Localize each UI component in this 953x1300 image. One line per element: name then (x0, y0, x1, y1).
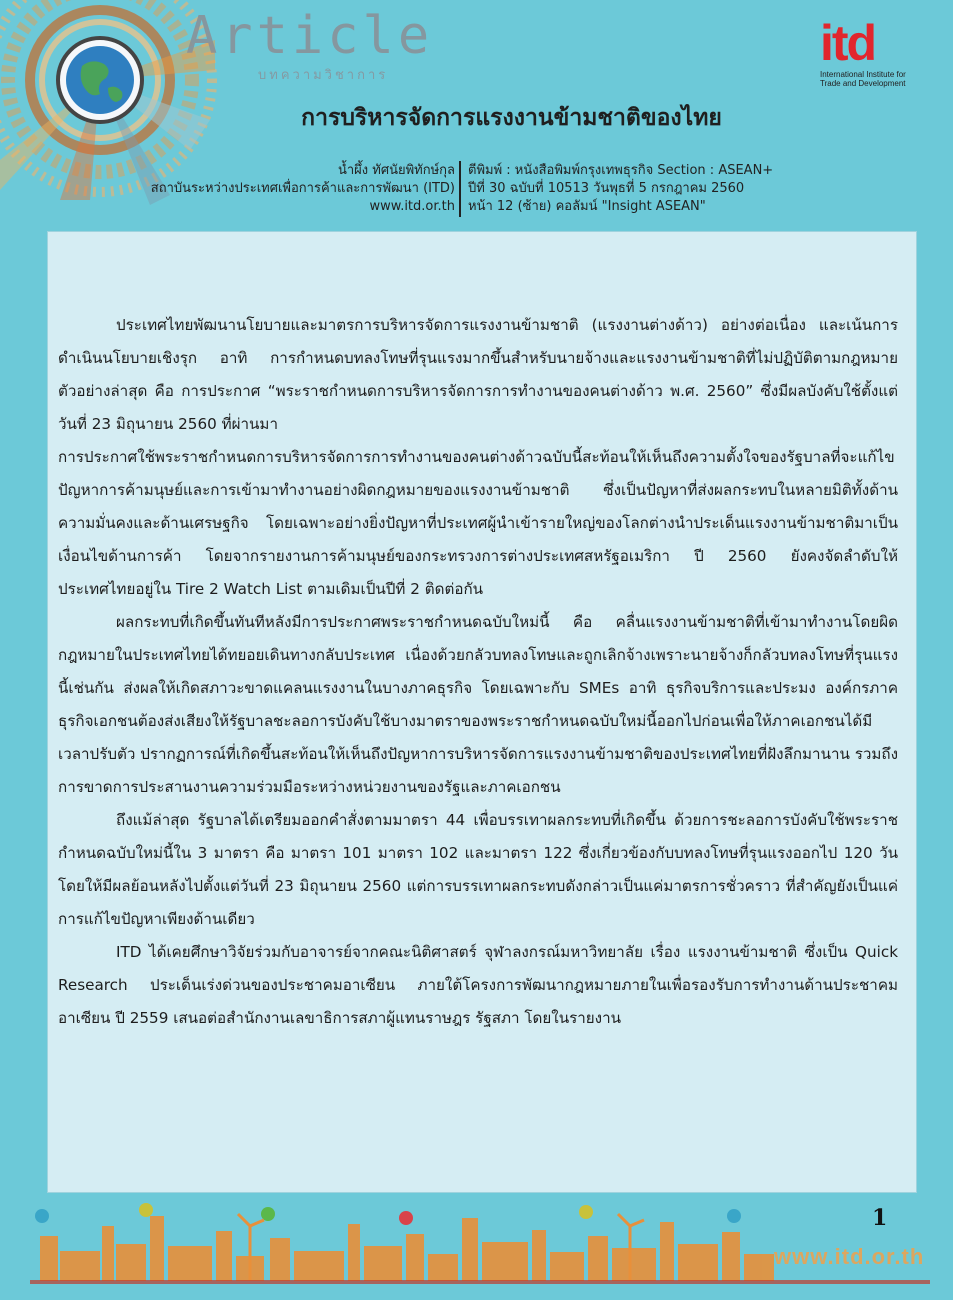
publication-line: ปีที่ 30 ฉบับที่ 10513 วันพุธที่ 5 กรกฎาคม 2560 (468, 181, 745, 196)
publication-line: หน้า 12 (ซ้าย) คอลัมน์ "Insight ASEAN" (468, 199, 706, 214)
footer-baseline (30, 1280, 930, 1284)
body-paragraph: ประเทศไทยพัฒนานโยบายและมาตรการบริหารจัดการแรงงานข้ามชาติ (แรงงานต่างด้าว) อย่างต่อเนื่อง และเน้นการดำเนินนโยบายเชิงรุก อาทิ การกำหนดบทลงโทษที่รุนแรงมากขึ้นสำหรับนายจ้างและแรงงานข้ามชาติที่ไม่ปฏิบัติตามกฎหมาย ตัวอย่างล่าสุด คือ การประกาศ “พระราชกำหนดการบริหารจัดการการทำงานของคนต่างด้าว พ.ศ. 2560” ซึ่งมีผลบังคับใช้ตั้งแต่วันที่ 23 มิถุนายน 2560 ที่ผ่านมา (58, 316, 898, 433)
section-heading-thai: บทความวิชาการ (258, 68, 389, 83)
author-name: น้ำผึ้ง ทัศนัยพิทักษ์กุล (337, 163, 455, 178)
publication-line: ตีพิมพ์ : หนังสือพิมพ์กรุงเทพธุรกิจ Section : ASEAN+ (468, 163, 774, 178)
body-paragraph: ถึงแม้ล่าสุด รัฐบาลได้เตรียมออกคำสั่งตามมาตรา 44 เพื่อบรรเทาผลกระทบที่เกิดขึ้น ด้วยการชะลอการบังคับใช้พระราชกำหนดฉบับใหม่นี้ใน 3 มาตรา คือ มาตรา 101 มาตรา 102 และมาตรา 122 ซึ่งเกี่ยวข้องกับบทลงโทษที่รุนแรงออกไป 120 วัน โดยให้มีผลย้อนหลังไปตั้งแต่วันที่ 23 มิถุนายน 2560 แต่การบรรเทาผลกระทบดังกล่าวเป็นแค่มาตรการชั่วคราว ที่สำคัญยังเป็นแค่การแก้ไขปัญหาเพียงด้านเดียว (58, 811, 898, 928)
logo-caption-line: International Institute for (820, 70, 906, 79)
page-title: การบริหารจัดการแรงงานข้ามชาติของไทย (301, 105, 722, 131)
itd-logo-icon (820, 16, 920, 70)
logo-caption-line: Trade and Development (820, 79, 906, 88)
byline-divider (459, 161, 461, 217)
logo-caption (820, 70, 920, 88)
author-organization: สถาบันระหว่างประเทศเพื่อการค้าและการพัฒนา (ITD) (150, 181, 455, 196)
page-number: 1 (872, 1205, 888, 1231)
section-heading: Article (186, 6, 434, 66)
footer-website: www.itd.or.th (774, 1244, 925, 1269)
skyline-icon (40, 1216, 774, 1281)
author-website: www.itd.or.th (369, 199, 455, 214)
article-body (58, 309, 898, 1035)
map-pin-icon (35, 1203, 741, 1225)
body-paragraph: ผลกระทบที่เกิดขึ้นทันทีหลังมีการประกาศพระราชกำหนดฉบับใหม่นี้ คือ คลื่นแรงงานข้ามชาติที่เข้ามาทำงานโดยผิดกฎหมายในประเทศไทยได้ทยอยเดินทางกลับประเทศ เนื่องด้วยกลัวบทลงโทษและถูกเลิกจ้างเพราะนายจ้างก็กลัวบทลงโทษที่รุนแรงนี้เช่นกัน ส่งผลให้เกิดสภาวะขาดแคลนแรงงานในบางภาคธุรกิจ โดยเฉพาะกับ SMEs อาทิ ธุรกิจบริการและประมง องค์กรภาคธุรกิจเอกชนต้องส่งเสียงให้รัฐบาลชะลอการบังคับใช้บางมาตราของพระราชกำหนดฉบับใหม่นี้ออกไปก่อนเพื่อให้ภาคเอกชนได้มีเวลาปรับตัว ปรากฏการณ์ที่เกิดขึ้นสะท้อนให้เห็นถึงปัญหาการบริหารจัดการแรงงานข้ามชาติของประเทศไทยที่ฝังลึกมานาน รวมถึงการขาดการประสานงานความร่วมมือระหว่างหน่วยงานของรัฐและภาคเอกชน (58, 613, 898, 796)
publication-block (468, 162, 773, 216)
footer-skyline-art (30, 1196, 930, 1286)
author-block (151, 162, 455, 216)
logo-mark: itd (820, 15, 876, 71)
body-paragraph: การประกาศใช้พระราชกำหนดการบริหารจัดการการทำงานของคนต่างด้าวฉบับนี้สะท้อนให้เห็นถึงความตั้งใจของรัฐบาลที่จะแก้ไขปัญหาการค้ามนุษย์และการเข้ามาทำงานอย่างผิดกฎหมายของแรงงานข้ามชาติ ซึ่งเป็นปัญหาที่ส่งผลกระทบในหลายมิติทั้งด้านความมั่นคงและด้านเศรษฐกิจ โดยเฉพาะอย่างยิ่งปัญหาที่ประเทศผู้นำเข้ารายใหญ่ของโลกต่างนำประเด็นแรงงานข้ามชาติมาเป็นเงื่อนไขด้านการค้า โดยจากรายงานการค้ามนุษย์ของกระทรวงการต่างประเทศสหรัฐอเมริกา ปี 2560 ยังคงจัดลำดับให้ประเทศไทยอยู่ใน Tire 2 Watch List ตามเดิมเป็นปีที่ 2 ติดต่อกัน (58, 448, 898, 598)
itd-logo (820, 16, 920, 88)
body-paragraph: ITD ได้เคยศึกษาวิจัยร่วมกับอาจารย์จากคณะนิติศาสตร์ จุฬาลงกรณ์มหาวิทยาลัย เรื่อง แรงงานข้ามชาติ ซึ่งเป็น Quick Research ประเด็นเร่งด่วนของประชาคมอาเซียน ภายใต้โครงการพัฒนากฎหมายภายในเพื่อรองรับการทำงานด้านประชาคมอาเซียน ปี 2559 เสนอต่อสำนักงานเลขาธิการสภาผู้แทนราษฎร รัฐสภา โดยในรายงาน (58, 943, 898, 1027)
